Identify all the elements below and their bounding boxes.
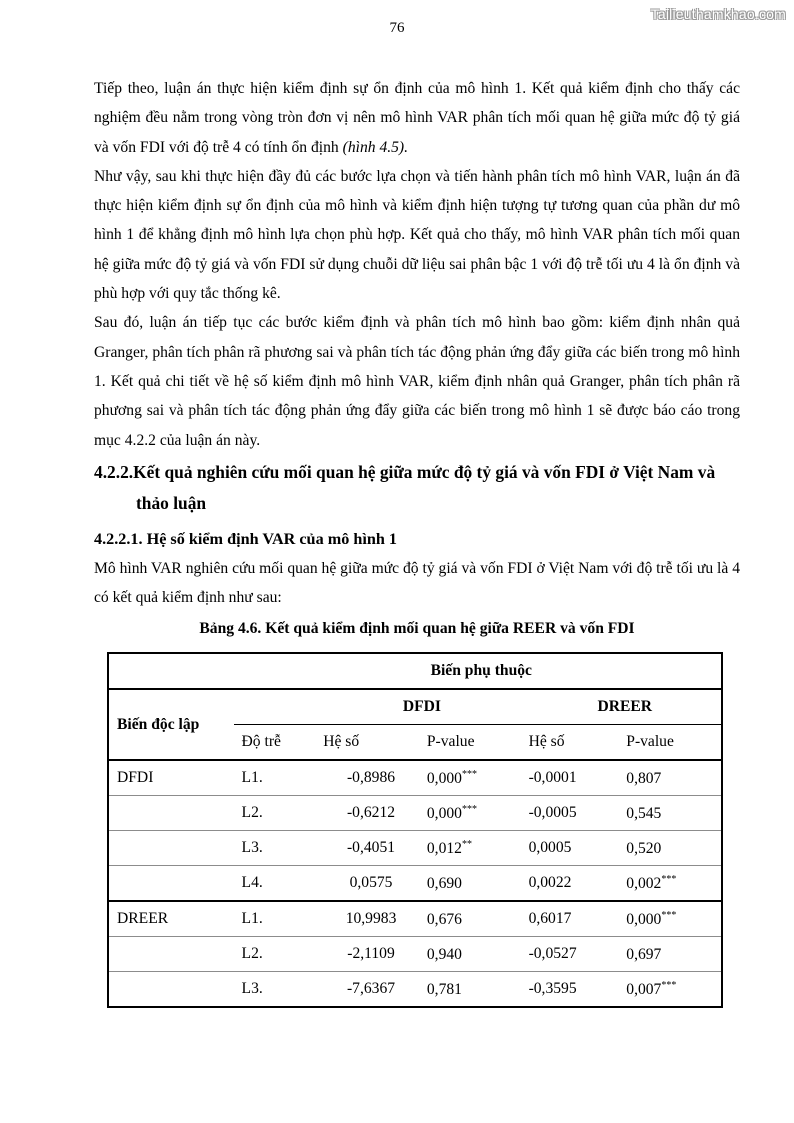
independent-variable-header: Biến độc lập <box>108 689 234 760</box>
coefficient-cell: -0,4051 <box>315 831 419 866</box>
table-header-row-variables <box>108 689 722 725</box>
paragraph-next-steps: Sau đó, luận án tiếp tục các bước kiểm định và phân tích mô hình bao gồm: kiểm định nhân quả Granger, phân tích phân rã phương sai và phân tích tác động phản ứng đẩy giữa các biến trong mô hình 1. Kết quả chi tiết về hệ số kiểm định mô hình VAR, kiểm định nhân quả Granger, phân tích phân rã phương sai và phân tích tác động phản ứng đẩy giữa các biến trong mô hình 1 sẽ được báo cáo trong mục 4.2.2 của luận án này. <box>94 314 740 449</box>
lag-cell: L3. <box>234 972 316 1008</box>
lag-cell: L2. <box>234 796 316 831</box>
lag-cell: L4. <box>234 866 316 902</box>
coefficient-cell: -0,0001 <box>521 760 619 796</box>
header-empty-cell <box>234 689 316 725</box>
coefficient-cell: 0,0005 <box>521 831 619 866</box>
table-caption: Bảng 4.6. Kết quả kiểm định mối quan hệ giữa REER và vốn FDI <box>199 620 635 638</box>
pvalue-cell <box>419 901 521 937</box>
variable-cell: DFDI <box>108 760 234 796</box>
pvalue-cell <box>419 972 521 1008</box>
significance-marker: *** <box>661 873 677 885</box>
dreer-header: DREER <box>521 689 722 725</box>
table-row <box>108 831 722 866</box>
figure-reference: (hình 4.5). <box>342 138 409 156</box>
var-results-table <box>107 652 723 1008</box>
pvalue-cell <box>618 760 722 796</box>
pvalue-cell <box>419 831 521 866</box>
watermark: Tailieuthamkhao.com <box>650 6 786 22</box>
pvalue-cell <box>419 760 521 796</box>
coefficient-cell: -7,6367 <box>315 972 419 1008</box>
pvalue-value: 0,807 <box>626 769 662 787</box>
pvalue-value: 0,781 <box>426 980 462 998</box>
pvalue-cell <box>618 937 722 972</box>
coefficient-cell: -0,3595 <box>521 972 619 1008</box>
table-header-row-dependent <box>108 653 722 689</box>
significance-marker: *** <box>461 803 477 815</box>
table-row <box>108 866 722 902</box>
pvalue-cell <box>618 901 722 937</box>
pvalue-value: 0,676 <box>426 910 462 928</box>
pvalue-cell <box>618 866 722 902</box>
dfdi-header: DFDI <box>315 689 520 725</box>
coefficient-cell: 0,0575 <box>315 866 419 902</box>
coefficient-cell: -0,0005 <box>521 796 619 831</box>
variable-cell <box>108 937 234 972</box>
table-row <box>108 796 722 831</box>
section-heading-4-2-2: 4.2.2.Kết quả nghiên cứu mối quan hệ giữa mức độ tỷ giá và vốn FDI ở Việt Nam và thảo luận <box>94 461 716 513</box>
variable-cell <box>108 831 234 866</box>
lag-cell: L1. <box>234 760 316 796</box>
coefficient-cell: 0,6017 <box>521 901 619 937</box>
lag-cell: L2. <box>234 937 316 972</box>
coefficient-cell: -0,0527 <box>521 937 619 972</box>
significance-marker: *** <box>661 979 677 991</box>
dependent-variable-header: Biến phụ thuộc <box>234 653 722 689</box>
table-row <box>108 972 722 1008</box>
lag-cell: L1. <box>234 901 316 937</box>
pvalue-value: 0,007 <box>626 980 662 998</box>
significance-marker: ** <box>461 838 472 850</box>
significance-marker: *** <box>461 768 477 780</box>
significance-marker: *** <box>661 909 677 921</box>
document-body <box>94 74 740 642</box>
coefficient-cell: 10,9983 <box>315 901 419 937</box>
coefficient-cell: -0,8986 <box>315 760 419 796</box>
coefficient-header-dfdi: Hệ số <box>315 725 419 761</box>
lag-header: Độ trễ <box>234 725 316 761</box>
pvalue-value: 0,000 <box>426 804 462 822</box>
pvalue-cell <box>419 866 521 902</box>
pvalue-value: 0,000 <box>626 910 662 928</box>
subsection-heading-4-2-2-1: 4.2.2.1. Hệ số kiểm định VAR của mô hình 1 <box>94 529 397 548</box>
pvalue-header-dreer: P-value <box>618 725 722 761</box>
pvalue-value: 0,545 <box>626 804 662 822</box>
pvalue-cell <box>618 831 722 866</box>
pvalue-value: 0,697 <box>626 945 662 963</box>
variable-cell <box>108 796 234 831</box>
table-row <box>108 937 722 972</box>
pvalue-cell <box>618 972 722 1008</box>
variable-cell: DREER <box>108 901 234 937</box>
pvalue-value: 0,690 <box>426 874 462 892</box>
paragraph-text: Tiếp theo, luận án thực hiện kiểm định sự ổn định của mô hình 1. Kết quả kiểm định cho thấy các nghiệm đều nằm trong vòng tròn đơn vị nên mô hình VAR phân tích mối quan hệ giữa mức độ tỷ giá và vốn FDI với độ trễ 4 có tính ổn định <box>94 80 740 156</box>
pvalue-value: 0,940 <box>426 945 462 963</box>
coefficient-cell: -0,6212 <box>315 796 419 831</box>
pvalue-value: 0,520 <box>626 839 662 857</box>
table-row <box>108 760 722 796</box>
pvalue-cell <box>419 937 521 972</box>
variable-cell <box>108 866 234 902</box>
lag-cell: L3. <box>234 831 316 866</box>
pvalue-cell <box>618 796 722 831</box>
pvalue-value: 0,002 <box>626 874 662 892</box>
paragraph-stability-test <box>94 74 740 162</box>
pvalue-value: 0,012 <box>426 839 462 857</box>
pvalue-header-dfdi: P-value <box>419 725 521 761</box>
paragraph-model-selection: Như vậy, sau khi thực hiện đầy đủ các bước lựa chọn và tiến hành phân tích mô hình VAR, luận án đã thực hiện kiểm định sự ổn định của mô hình và kiểm định hiện tượng tự tương quan của phần dư mô hình 1 để khẳng định mô hình lựa chọn phù hợp. Kết quả cho thấy, mô hình VAR phân tích mối quan hệ giữa mức độ tỷ giá và vốn FDI sử dụng chuỗi dữ liệu sai phân bậc 1 với độ trễ tối ưu 4 là ổn định và phù hợp với quy tắc thống kê. <box>94 167 740 303</box>
paragraph-var-intro: Mô hình VAR nghiên cứu mối quan hệ giữa mức độ tỷ giá và vốn FDI ở Việt Nam với độ trễ tối ưu là 4 có kết quả kiểm định như sau: <box>94 559 740 607</box>
coefficient-cell: -2,1109 <box>315 937 419 972</box>
header-empty-cell <box>108 653 234 689</box>
pvalue-cell <box>419 796 521 831</box>
coefficient-header-dreer: Hệ số <box>521 725 619 761</box>
coefficient-cell: 0,0022 <box>521 866 619 902</box>
variable-cell <box>108 972 234 1008</box>
page-number: 76 <box>389 20 405 36</box>
table-row <box>108 901 722 937</box>
pvalue-value: 0,000 <box>426 769 462 787</box>
